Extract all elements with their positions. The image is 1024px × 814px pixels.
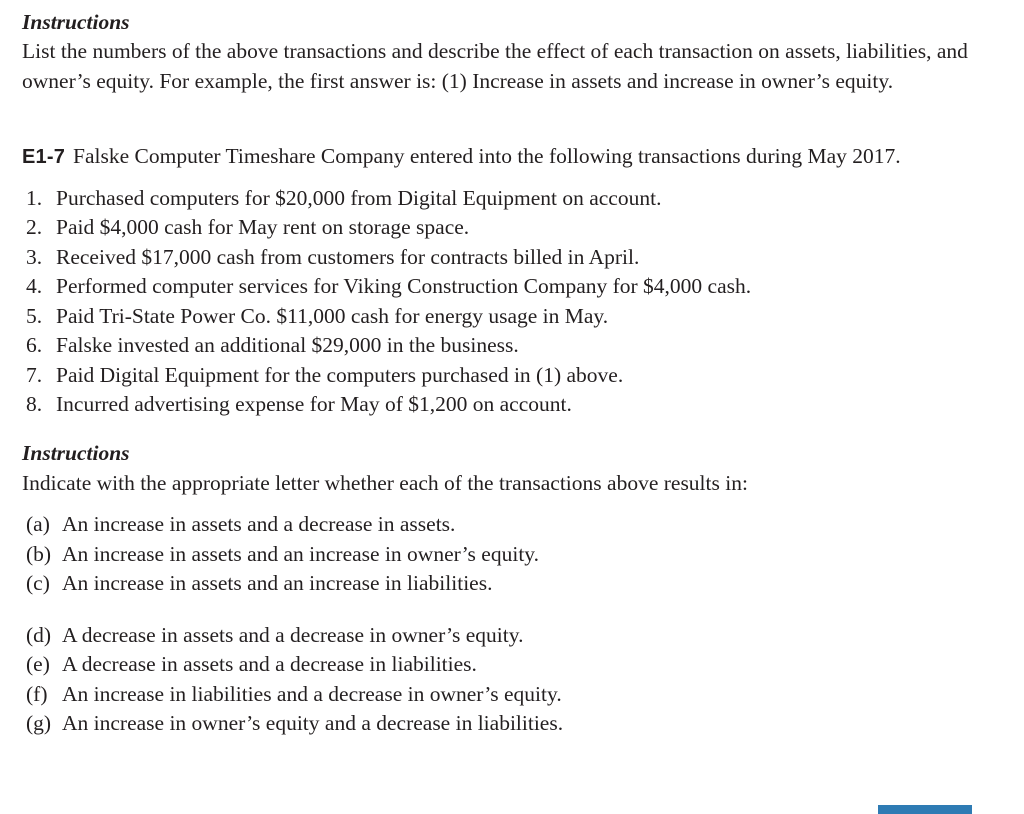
transaction-number: 2. — [26, 215, 43, 240]
exercise-code: E1-7 — [22, 146, 66, 169]
options-list-defg — [22, 621, 994, 739]
transaction-item — [22, 390, 994, 419]
transaction-text: Paid Tri-State Power Co. $11,000 cash for energy usage in May. — [56, 303, 609, 328]
transaction-item — [22, 272, 994, 301]
transaction-text: Falske invested an additional $29,000 in the business. — [56, 333, 519, 358]
option-text: An increase in owner’s equity and a decrease in liabilities. — [62, 711, 564, 736]
option-text: An increase in assets and a decrease in assets. — [62, 512, 456, 537]
option-label: (a) — [26, 512, 50, 537]
exercise-intro — [22, 142, 994, 171]
instructions-body-bottom: Indicate with the appropriate letter whether each of the transactions above results in: — [22, 470, 748, 495]
options-list-abc — [22, 510, 994, 598]
option-item — [22, 510, 994, 539]
option-label: (d) — [26, 622, 52, 647]
transaction-item — [22, 331, 994, 360]
instructions-heading-bottom: Instructions — [22, 441, 130, 466]
option-text: An increase in liabilities and a decrease in owner’s equity. — [62, 681, 562, 706]
transaction-number: 4. — [26, 274, 43, 299]
transaction-number: 1. — [26, 185, 43, 210]
option-item — [22, 621, 994, 650]
option-text: An increase in assets and an increase in owner’s equity. — [62, 541, 540, 566]
exercise-intro-text: Falske Computer Timeshare Company entered into the following transactions during May 2017. — [73, 144, 901, 169]
option-item — [22, 709, 994, 738]
option-label: (g) — [26, 711, 52, 736]
instructions-heading-top: Instructions — [22, 10, 130, 34]
option-item — [22, 540, 994, 569]
option-text: A decrease in assets and a decrease in owner’s equity. — [62, 622, 524, 647]
option-item — [22, 569, 994, 598]
transaction-number: 7. — [26, 362, 43, 387]
option-label: (f) — [26, 681, 48, 706]
transaction-list — [22, 184, 994, 420]
instructions-body-top: List the numbers of the above transactions and describe the effect of each transaction on assets, liabilities, and owner’s equity. For example, the first answer is: (1) Increase in assets and increase in owner’s equity. — [22, 39, 968, 93]
transaction-text: Received $17,000 cash from customers for contracts billed in April. — [56, 244, 640, 269]
transaction-text: Paid $4,000 cash for May rent on storage space. — [56, 215, 470, 240]
bottom-accent-bar — [878, 805, 972, 814]
transaction-item — [22, 243, 994, 272]
option-label: (c) — [26, 571, 50, 596]
transaction-number: 3. — [26, 244, 43, 269]
option-text: An increase in assets and an increase in liabilities. — [62, 571, 493, 596]
transaction-number: 6. — [26, 333, 43, 358]
option-label: (b) — [26, 541, 52, 566]
transaction-item — [22, 361, 994, 390]
option-text: A decrease in assets and a decrease in liabilities. — [62, 652, 477, 677]
transaction-text: Incurred advertising expense for May of $1,200 on account. — [56, 391, 572, 416]
transaction-item — [22, 302, 994, 331]
option-item — [22, 650, 994, 679]
transaction-item — [22, 184, 994, 213]
transaction-text: Performed computer services for Viking Construction Company for $4,000 cash. — [56, 274, 752, 299]
option-item — [22, 680, 994, 709]
transaction-number: 5. — [26, 303, 43, 328]
transaction-number: 8. — [26, 391, 43, 416]
transaction-item — [22, 213, 994, 242]
transaction-text: Purchased computers for $20,000 from Digital Equipment on account. — [56, 185, 662, 210]
transaction-text: Paid Digital Equipment for the computers purchased in (1) above. — [56, 362, 624, 387]
option-label: (e) — [26, 652, 50, 677]
